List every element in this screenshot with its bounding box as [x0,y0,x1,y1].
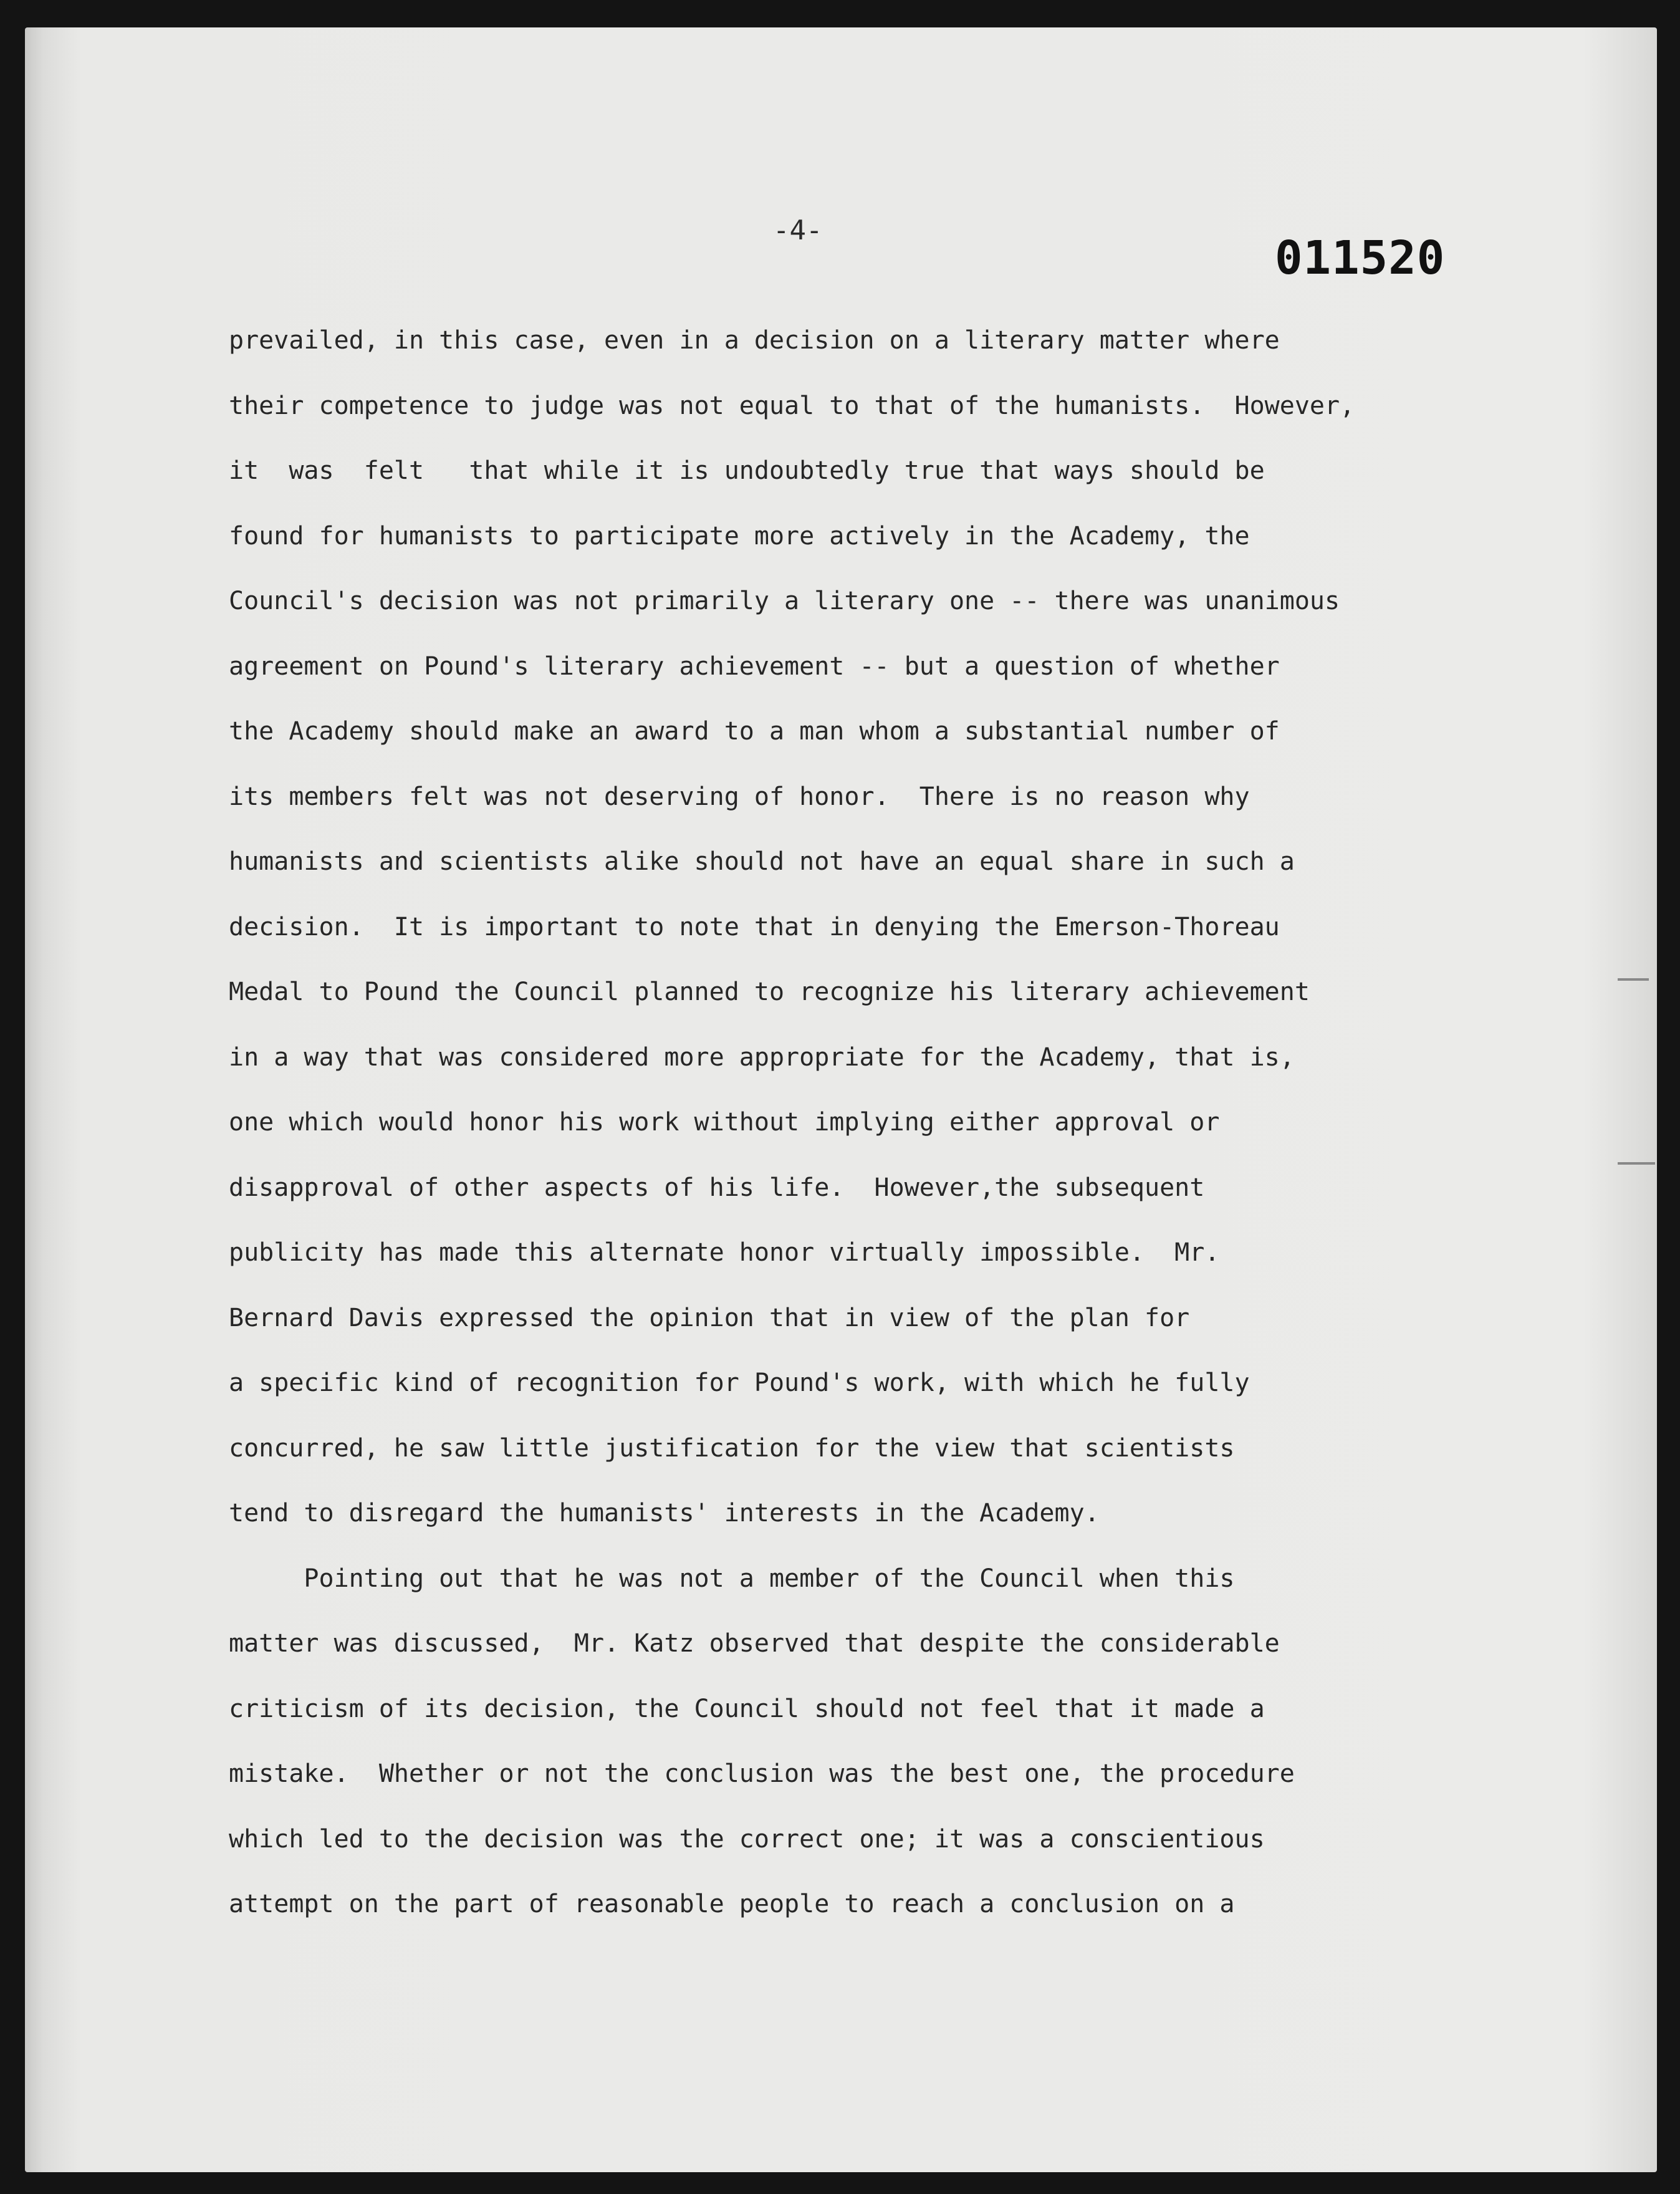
body-text [229,308,1476,1937]
text-line: the Academy should make an award to a man whom a substantial number of [229,717,1280,746]
margin-mark [1618,978,1649,981]
text-line: in a way that was considered more appropriate for the Academy, that is, [229,1042,1295,1072]
text-line: prevailed, in this case, even in a decision on a literary matter where [229,326,1280,355]
text-line: attempt on the part of reasonable people to reach a conclusion on a [229,1890,1235,1918]
text-line: their competence to judge was not equal to that of the humanists. However, [229,391,1355,420]
text-line: agreement on Pound's literary achievement -- but a question of whether [229,652,1280,681]
text-line: criticism of its decision, the Council should not feel that it made a [229,1694,1265,1723]
text-line: Medal to Pound the Council planned to recognize his literary achievement [229,978,1310,1006]
text-line: humanists and scientists alike should not have an equal share in such a [229,847,1295,876]
text-line: its members felt was not deserving of honor. There is no reason why [229,782,1250,811]
text-line: one which would honor his work without implying either approval or [229,1108,1220,1137]
text-line: mistake. Whether or not the conclusion was the best one, the procedure [229,1759,1295,1788]
text-line: Bernard Davis expressed the opinion that in view of the plan for [229,1303,1190,1332]
page-number: -4- [773,214,823,246]
text-line: matter was discussed, Mr. Katz observed that despite the considerable [229,1629,1280,1658]
text-line: publicity has made this alternate honor virtually impossible. Mr. [229,1238,1220,1267]
document-page [25,27,1657,2172]
text-line: Pointing out that he was not a member of the Council when this [229,1564,1235,1593]
text-line: disapproval of other aspects of his life. However,the subsequent [229,1173,1205,1202]
text-line: it was felt that while it is undoubtedly true that ways should be [229,456,1265,485]
document-id-stamp: 011520 [1275,231,1446,285]
text-line: Council's decision was not primarily a literary one -- there was unanimous [229,587,1340,615]
margin-mark [1618,1162,1655,1165]
text-line: a specific kind of recognition for Pound's work, with which he fully [229,1369,1250,1397]
text-line: decision. It is important to note that in denying the Emerson-Thoreau [229,912,1280,941]
text-line: which led to the decision was the correct one; it was a conscientious [229,1824,1265,1854]
text-line: tend to disregard the humanists' interests in the Academy. [229,1499,1100,1528]
text-line: concurred, he saw little justification for the view that scientists [229,1433,1235,1463]
text-line: found for humanists to participate more actively in the Academy, the [229,521,1250,551]
